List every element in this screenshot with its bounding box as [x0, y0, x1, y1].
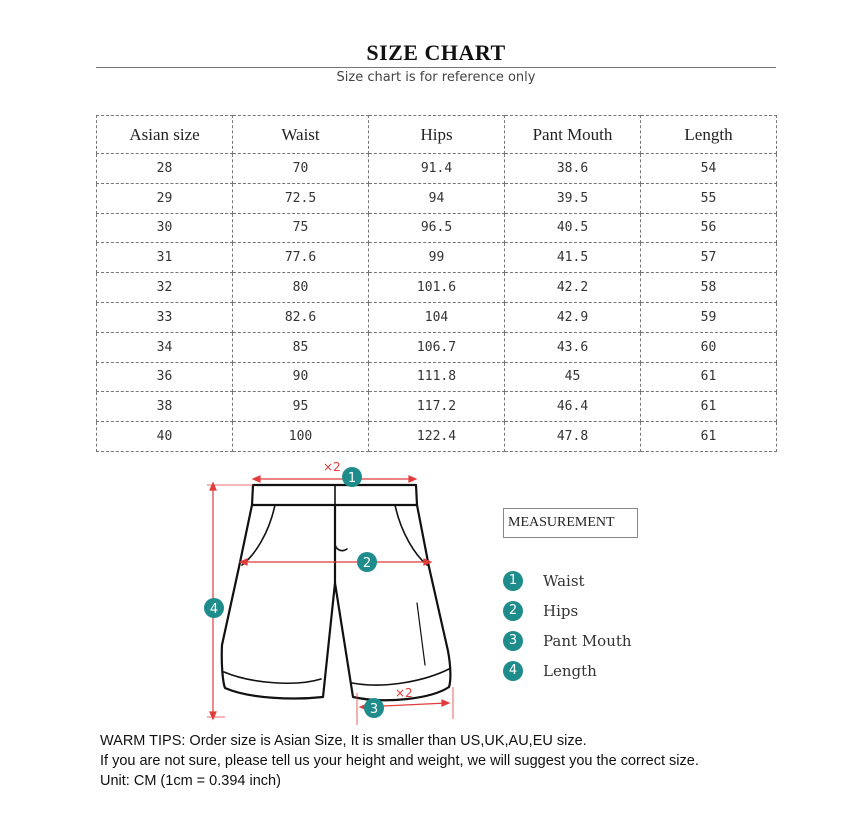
measurement-heading: MEASUREMENT — [503, 508, 638, 538]
tips-line-1: WARM TIPS: Order size is Asian Size, It is smaller than US,UK,AU,EU size. — [100, 733, 587, 749]
table-cell: 32 — [97, 273, 233, 303]
table-cell: 36 — [97, 362, 233, 392]
legend-item-hips — [503, 601, 703, 623]
table-row — [97, 183, 777, 213]
table-row — [97, 422, 777, 452]
table-cell: 34 — [97, 332, 233, 362]
page-subtitle: Size chart is for reference only — [336, 70, 536, 85]
tips-line-2: If you are not sure, please tell us your height and weight, we will suggest you the correct size. — [100, 753, 699, 769]
table-cell: 75 — [233, 213, 369, 243]
tips-line-3: Unit: CM (1cm = 0.394 inch) — [100, 773, 281, 789]
table-cell: 55 — [641, 183, 777, 213]
table-cell: 54 — [641, 154, 777, 184]
multiplier-top-label: ×2 — [323, 460, 341, 474]
table-cell: 43.6 — [505, 332, 641, 362]
table-cell: 106.7 — [369, 332, 505, 362]
measure-lines — [207, 476, 453, 725]
column-header: Waist — [233, 116, 369, 154]
table-cell: 39.5 — [505, 183, 641, 213]
marker-4 — [204, 598, 224, 618]
table-cell: 96.5 — [369, 213, 505, 243]
table-cell: 99 — [369, 243, 505, 273]
marker-1-label: 1 — [347, 471, 357, 486]
shorts-diagram — [195, 455, 465, 725]
table-cell: 57 — [641, 243, 777, 273]
legend-label: Pant Mouth — [543, 632, 632, 650]
marker-3-label: 3 — [369, 702, 379, 717]
multiplier-bottom-label: ×2 — [395, 686, 413, 700]
table-row — [97, 302, 777, 332]
size-table — [96, 115, 777, 452]
table-row — [97, 243, 777, 273]
table-cell: 101.6 — [369, 273, 505, 303]
shorts-outline — [222, 485, 451, 700]
table-cell: 94 — [369, 183, 505, 213]
table-row — [97, 154, 777, 184]
table-row — [97, 392, 777, 422]
table-cell: 38 — [97, 392, 233, 422]
legend-item-waist — [503, 571, 703, 593]
table-cell: 90 — [233, 362, 369, 392]
table-cell: 46.4 — [505, 392, 641, 422]
column-header: Length — [641, 116, 777, 154]
table-cell: 28 — [97, 154, 233, 184]
table-cell: 91.4 — [369, 154, 505, 184]
legend-number: 2 — [503, 601, 523, 621]
table-cell: 33 — [97, 302, 233, 332]
table-header-row — [97, 116, 777, 154]
table-cell: 95 — [233, 392, 369, 422]
table-cell: 80 — [233, 273, 369, 303]
legend-label: Waist — [543, 572, 585, 590]
column-header: Asian size — [97, 116, 233, 154]
table-row — [97, 213, 777, 243]
table-row — [97, 362, 777, 392]
page-title: SIZE CHART — [366, 40, 506, 65]
table-cell: 82.6 — [233, 302, 369, 332]
legend-number: 3 — [503, 631, 523, 651]
table-cell: 77.6 — [233, 243, 369, 273]
marker-1 — [342, 467, 362, 487]
title-divider — [96, 67, 776, 68]
table-cell: 104 — [369, 302, 505, 332]
legend-label: Hips — [543, 602, 579, 620]
table-cell: 42.2 — [505, 273, 641, 303]
table-cell: 117.2 — [369, 392, 505, 422]
table-cell: 41.5 — [505, 243, 641, 273]
table-cell: 58 — [641, 273, 777, 303]
warm-tips — [100, 731, 699, 791]
table-cell: 29 — [97, 183, 233, 213]
table-cell: 61 — [641, 392, 777, 422]
marker-2-label: 2 — [362, 556, 372, 571]
column-header: Pant Mouth — [505, 116, 641, 154]
marker-4-label: 4 — [209, 602, 219, 617]
table-cell: 61 — [641, 362, 777, 392]
legend-number: 4 — [503, 661, 523, 681]
table-cell: 40 — [97, 422, 233, 452]
table-cell: 38.6 — [505, 154, 641, 184]
table-cell: 30 — [97, 213, 233, 243]
table-cell: 47.8 — [505, 422, 641, 452]
table-cell: 59 — [641, 302, 777, 332]
table-row — [97, 273, 777, 303]
table-row — [97, 332, 777, 362]
table-cell: 60 — [641, 332, 777, 362]
table-cell: 42.9 — [505, 302, 641, 332]
table-cell: 85 — [233, 332, 369, 362]
table-cell: 70 — [233, 154, 369, 184]
table-cell: 122.4 — [369, 422, 505, 452]
legend-item-length — [503, 661, 703, 683]
table-cell: 45 — [505, 362, 641, 392]
legend-item-pant-mouth — [503, 631, 703, 653]
table-cell: 56 — [641, 213, 777, 243]
table-cell: 100 — [233, 422, 369, 452]
legend-number: 1 — [503, 571, 523, 591]
table-cell: 61 — [641, 422, 777, 452]
table-cell: 72.5 — [233, 183, 369, 213]
table-cell: 111.8 — [369, 362, 505, 392]
column-header: Hips — [369, 116, 505, 154]
table-cell: 31 — [97, 243, 233, 273]
table-cell: 40.5 — [505, 213, 641, 243]
legend-label: Length — [543, 662, 597, 680]
marker-2 — [357, 552, 377, 572]
marker-3 — [364, 698, 384, 718]
